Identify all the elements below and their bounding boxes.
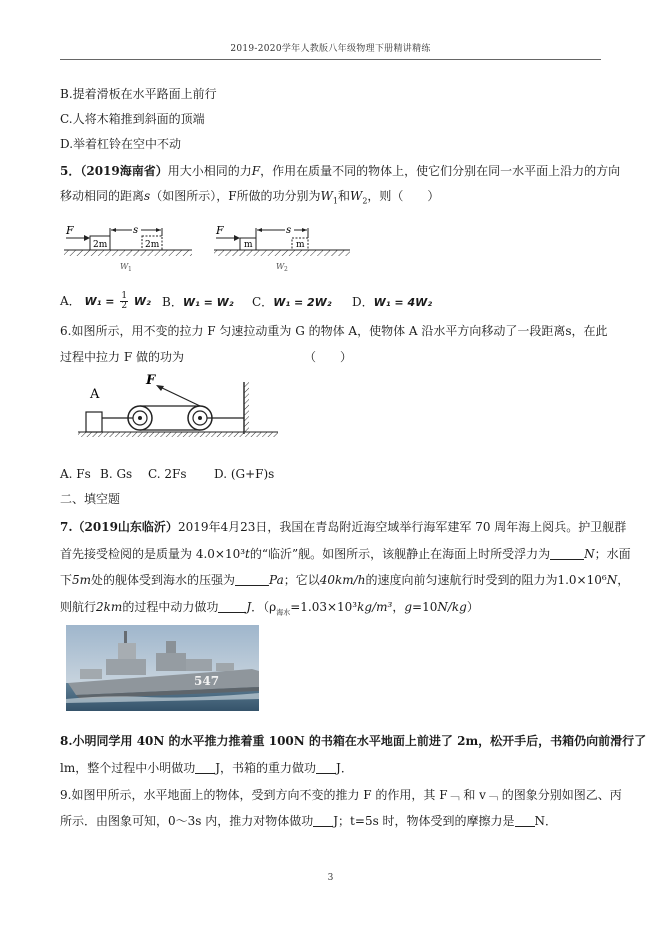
header-divider [60,59,601,60]
ship-hull-number: 547 [194,674,220,688]
q6-object-label: A [90,387,100,402]
q6-stem-line2: 过程中拉力 F 做的功为 （ ） [60,350,352,364]
q8-blank-work-gravity[interactable] [316,761,336,774]
q5-option-c: C．W₁ = 2W₂ [252,295,332,309]
q5-left-mass-end: 2m [145,240,160,250]
q5-left-mass-start: 2m [93,240,108,250]
q6-option-a: A. Fs [60,467,91,481]
q5-figure-left [64,224,192,273]
q5-figure [62,214,352,276]
q7-source: （2019山东临沂） [72,520,178,534]
q6-force-label: F [146,373,156,388]
q7-blank-buoyancy[interactable] [550,547,584,560]
q6-option-b: B. Gs [100,467,133,481]
q5-stem-line2: 移动相同的距离s（如图所示），F所做的功分别为$W_1$和$W_2$，则（ ） [60,189,440,206]
q5-left-work-sub: 1 [128,266,132,273]
q5-right-work: W [276,262,285,271]
q5-number: 5． [60,164,81,178]
q9-line1: 9.如图甲所示，水平地面上的物体，受到方向不变的推力 F 的作用，其 F﹁ 和 v﹁ 的图象分别如图乙、丙 [60,788,622,802]
q5-figure-right [214,224,350,273]
q7-line2: 首先接受检阅的是质量为 4.0×10³t的“临沂”舰。如图所示，该舰静止在海面上时所受浮力为 N；水面 [60,547,631,561]
q4-option-c: C.人将木箱推到斜面的顶端 [60,112,205,126]
q7-line1: 7.（2019山东临沂）2019年4月23日，我国在青岛附近海空域举行海军建军 70 周年海上阅兵。护卫舰群 [60,520,627,534]
q5-left-dist: s [133,225,139,236]
q5-right-work-sub: 2 [284,266,288,273]
q5-right-mass-start: m [244,240,253,250]
q6-figure [78,372,292,442]
q5-right-mass-end: m [296,240,305,250]
q5-left-work: W [120,262,129,271]
q8-line2: lm，整个过程中小明做功 J，书箱的重力做功 J． [60,761,353,775]
q6-option-c: C. 2Fs [148,467,187,481]
q5-option-d: D．W₁ = 4W₂ [352,295,433,309]
q5-right-force-label: F [216,224,224,237]
q9-blank-friction[interactable] [515,814,535,827]
q7-number: 7. [60,520,73,534]
q7-line4: 则航行2km的过程中动力做功 J．（$\rho_{海水}=1.03\times 10^3kg/m^3$，g=10N/kg） [60,600,479,617]
ship-photo [66,625,259,711]
q7-blank-pressure[interactable] [235,573,269,586]
q5-option-a-fraction: $\frac{1}{2}$ [121,291,128,311]
page-number: 3 [327,873,334,883]
q8-blank-work-person[interactable] [195,761,215,774]
q5-stem-line1: 5．（2019海南省）用大小相同的力F，作用在质量不同的物体上，使它们分别在同一水平面上沿力的方向 [60,164,621,178]
q7-line3: 下5m处的舰体受到海水的压强为 Pa；它以40km/h的速度向前匀速航行时受到的阻力为1.0×10⁶N， [60,573,630,587]
q5-option-b: B．W₁ = W₂ [162,295,234,309]
q6-option-d: D. (G+F)s [214,467,275,481]
q8-line1: 8.小明同学用 40N 的水平推力推着重 100N 的书箱在水平地面上前进了 2m，松开手后，书箱仍向前滑行了 [60,734,647,748]
page-header: 2019-2020学年人教版八年级物理下册精讲精练 [230,44,431,54]
q5-right-dist: s [286,225,292,236]
q4-option-d: D.举着杠铃在空中不动 [60,137,182,151]
q5-left-force-label: F [66,224,74,237]
q9-blank-work[interactable] [313,814,333,827]
q5-option-a: A． W₁ = $\frac{1}{2}$ W₂ [60,291,151,311]
q7-blank-work[interactable] [218,600,246,613]
section-title-fill-in: 二、填空题 [60,492,121,506]
q9-line2: 所示．由图象可知，0～3s 内，推力对物体做功 J；t=5s 时，物体受到的摩擦力是 N． [60,814,558,828]
q4-option-b: B.提着滑板在水平路面上前行 [60,87,217,101]
q6-stem-line1: 6.如图所示，用不变的拉力 F 匀速拉动重为 G 的物体 A，使物体 A 沿水平方向移动了一段距离s，在此 [60,324,608,338]
q5-source: （2019海南省） [80,164,168,178]
